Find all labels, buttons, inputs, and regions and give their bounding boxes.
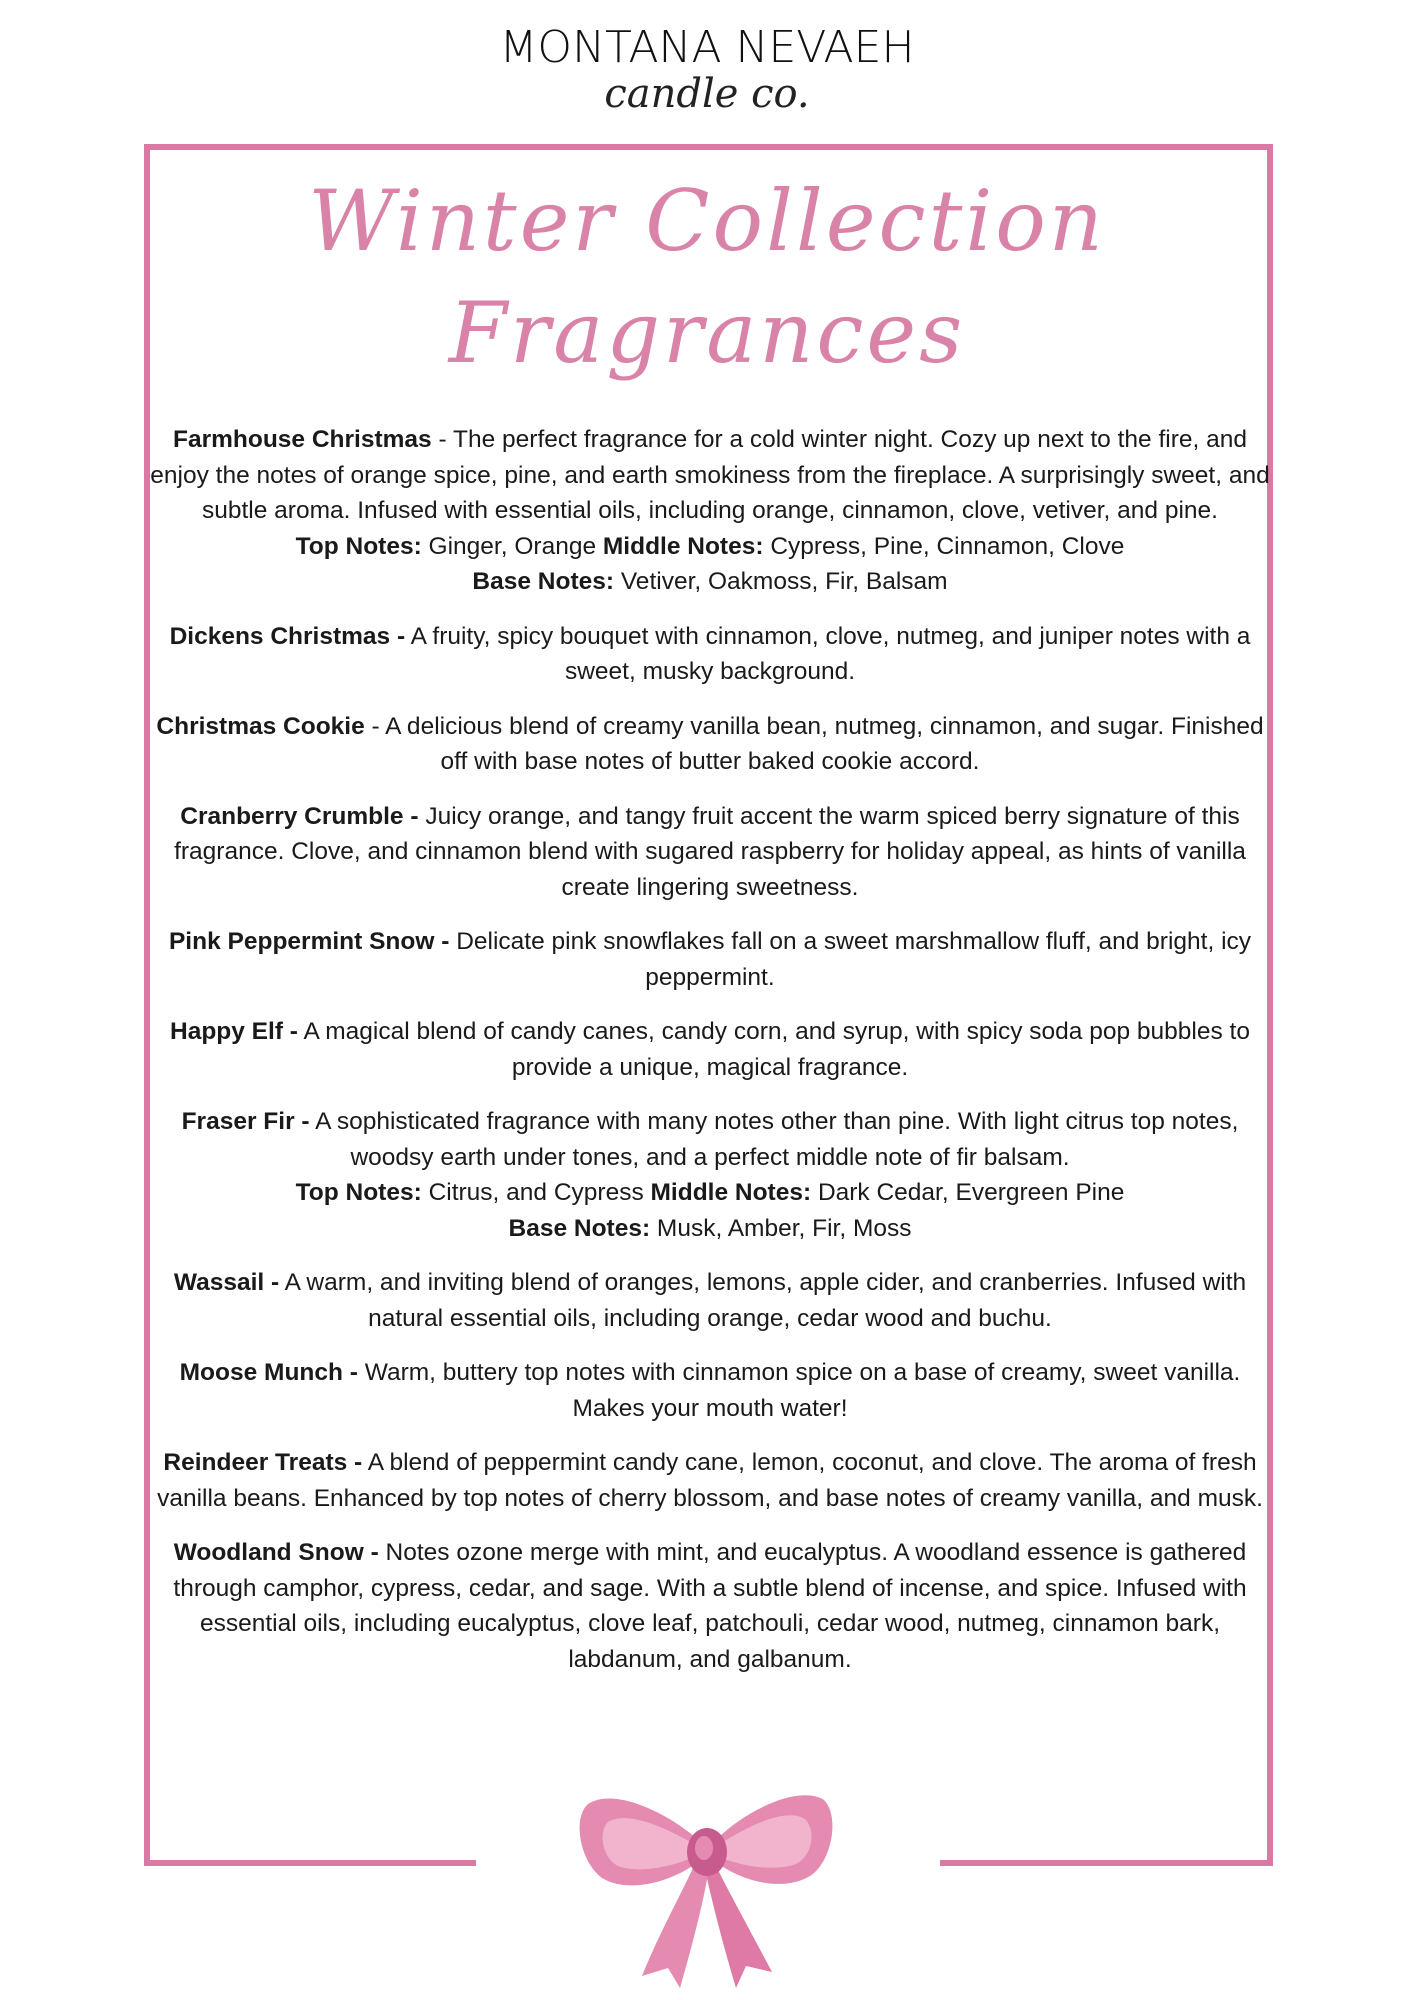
- fragrance-entry: [150, 1355, 1270, 1426]
- middle-notes: Dark Cedar, Evergreen Pine: [811, 1179, 1125, 1206]
- fragrance-entry: Christmas Cookie - A delicious blend of creamy vanilla bean, nutmeg, cinnamon, and sugar. Finished off with base notes of butter baked cookie accord.: [156, 712, 1264, 775]
- middle-notes: Cypress, Pine, Cinnamon, Clove: [763, 532, 1125, 560]
- fragrance-list: [150, 422, 1270, 1696]
- fragrance-entry: [150, 619, 1270, 690]
- brand-logo: [0, 20, 1414, 116]
- fragrance-description: Delicate pink snowflakes fall on a sweet marshmallow fluff, and bright, icy peppermint.: [456, 928, 1252, 991]
- brand-subtitle: candle co.: [604, 71, 810, 117]
- collection-title: [0, 165, 1414, 389]
- brand-name: MONTANA NEVAEH: [499, 22, 915, 73]
- fragrance-name: Moose Munch -: [179, 1359, 358, 1386]
- title-line-2: Fragrances: [448, 284, 966, 382]
- bow-right-tail: [706, 1866, 772, 1988]
- fragrance-name: Dickens Christmas -: [169, 622, 406, 650]
- fragrance-description: A blend of peppermint candy cane, lemon, coconut, and clove. The aroma of fresh vanilla beans. Enhanced by top notes of cherry blossom, and base notes of creamy vanilla, and musk.: [157, 1449, 1263, 1512]
- fragrance-description: A delicious blend of creamy vanilla bean, nutmeg, cinnamon, and sugar. Finished off with base notes of butter baked cookie accord.: [385, 712, 1264, 775]
- top-notes: Ginger, Orange: [421, 532, 603, 560]
- fragrance-name: Woodland Snow -: [173, 1539, 379, 1566]
- fragrance-description: Juicy orange, and tangy fruit accent the warm spiced berry signature of this fragrance. Clove, and cinnamon blend with sugared raspberry for holiday appeal, as hints of vanilla create lingering sweetness.: [174, 802, 1246, 901]
- base-notes: Musk, Amber, Fir, Moss: [650, 1214, 912, 1242]
- fragrance-description: The perfect fragrance for a cold winter night. Cozy up next to the fire, and enjoy the notes of orange spice, pine, and earth smokiness from the fireplace. A surprisingly sweet, and subtle aroma. Infused with essential oils, including orange, cinnamon, clove, vetiver, and pine.: [150, 426, 1270, 524]
- fragrance-entry: [150, 1265, 1270, 1336]
- fragrance-name: Farmhouse Christmas: [173, 426, 432, 453]
- base-notes: Vetiver, Oakmoss, Fir, Balsam: [614, 568, 948, 595]
- frame-bottom-left: [144, 1860, 476, 1866]
- fragrance-entry: [150, 1445, 1270, 1516]
- fragrance-name: Cranberry Crumble -: [180, 802, 419, 830]
- fragrance-entry: [150, 1535, 1270, 1677]
- top-notes-label: Top Notes:: [295, 1179, 422, 1206]
- fragrance-description: A fruity, spicy bouquet with cinnamon, clove, nutmeg, and juniper notes with a sweet, musky background.: [410, 622, 1251, 685]
- fragrance-name: Christmas Cookie: [156, 712, 365, 740]
- fragrance-entry: [150, 924, 1270, 995]
- fragrance-name: Fraser Fir -: [181, 1108, 310, 1135]
- fragrance-description: Notes ozone merge with mint, and eucalyptus. A woodland essence is gathered through camphor, cypress, cedar, and sage. With a subtle blend of incense, and spice. Infused with essential oils, including eucalyptus, clove leaf, patchouli, cedar wood, nutmeg, cinnamon bark, labdanum, and galbanum.: [173, 1539, 1247, 1673]
- top-notes: Citrus, and Cypress: [421, 1179, 651, 1206]
- fragrance-description: A magical blend of candy canes, candy corn, and syrup, with spicy soda pop bubbles to provide a unique, magical fragrance.: [303, 1018, 1250, 1081]
- fragrance-entry: [150, 1104, 1270, 1246]
- fragrance-entry: [150, 1014, 1270, 1085]
- fragrance-description: A warm, and inviting blend of oranges, lemons, apple cider, and cranberries. Infused with natural essential oils, including orange, cedar wood and buchu.: [284, 1269, 1247, 1332]
- fragrance-name: Happy Elf -: [170, 1018, 298, 1045]
- fragrance-name: Pink Peppermint Snow -: [168, 928, 450, 955]
- fragrance-entry: Farmhouse Christmas - The perfect fragrance for a cold winter night. Cozy up next to the fire, and enjoy the notes of orange spice, pine, and earth smokiness from the fireplace. A surprisingly sweet, and subtle aroma. Infused with essential oils, including orange, cinnamon, clove, vetiver, and pine. Top Notes: Ginger, Orange Middle Notes: Cypress, Pine, Cinnamon, Clove Base Notes: Vetiver, Oakmoss, Fir, Balsam: [150, 426, 1270, 595]
- fragrance-description: Warm, buttery top notes with cinnamon spice on a base of creamy, sweet vanilla. Makes your mouth water!: [364, 1359, 1241, 1422]
- middle-notes-label: Middle Notes:: [602, 532, 764, 560]
- fragrance-name: Reindeer Treats -: [163, 1449, 363, 1476]
- fragrance-description: A sophisticated fragrance with many notes other than pine. With light citrus top notes, woodsy earth under tones, and a perfect middle note of fir balsam.: [315, 1108, 1239, 1171]
- base-notes-label: Base Notes:: [472, 568, 615, 595]
- frame-bottom-right: [940, 1860, 1273, 1866]
- base-notes-label: Base Notes:: [508, 1214, 651, 1242]
- fragrance-name: Wassail -: [173, 1269, 280, 1296]
- bow-left-tail: [642, 1866, 708, 1988]
- title-line-1: Winter Collection: [308, 172, 1106, 270]
- fragrance-entry: [150, 799, 1270, 906]
- top-notes-label: Top Notes:: [295, 532, 422, 560]
- middle-notes-label: Middle Notes:: [650, 1179, 812, 1206]
- ribbon-bow-icon: [576, 1766, 838, 1992]
